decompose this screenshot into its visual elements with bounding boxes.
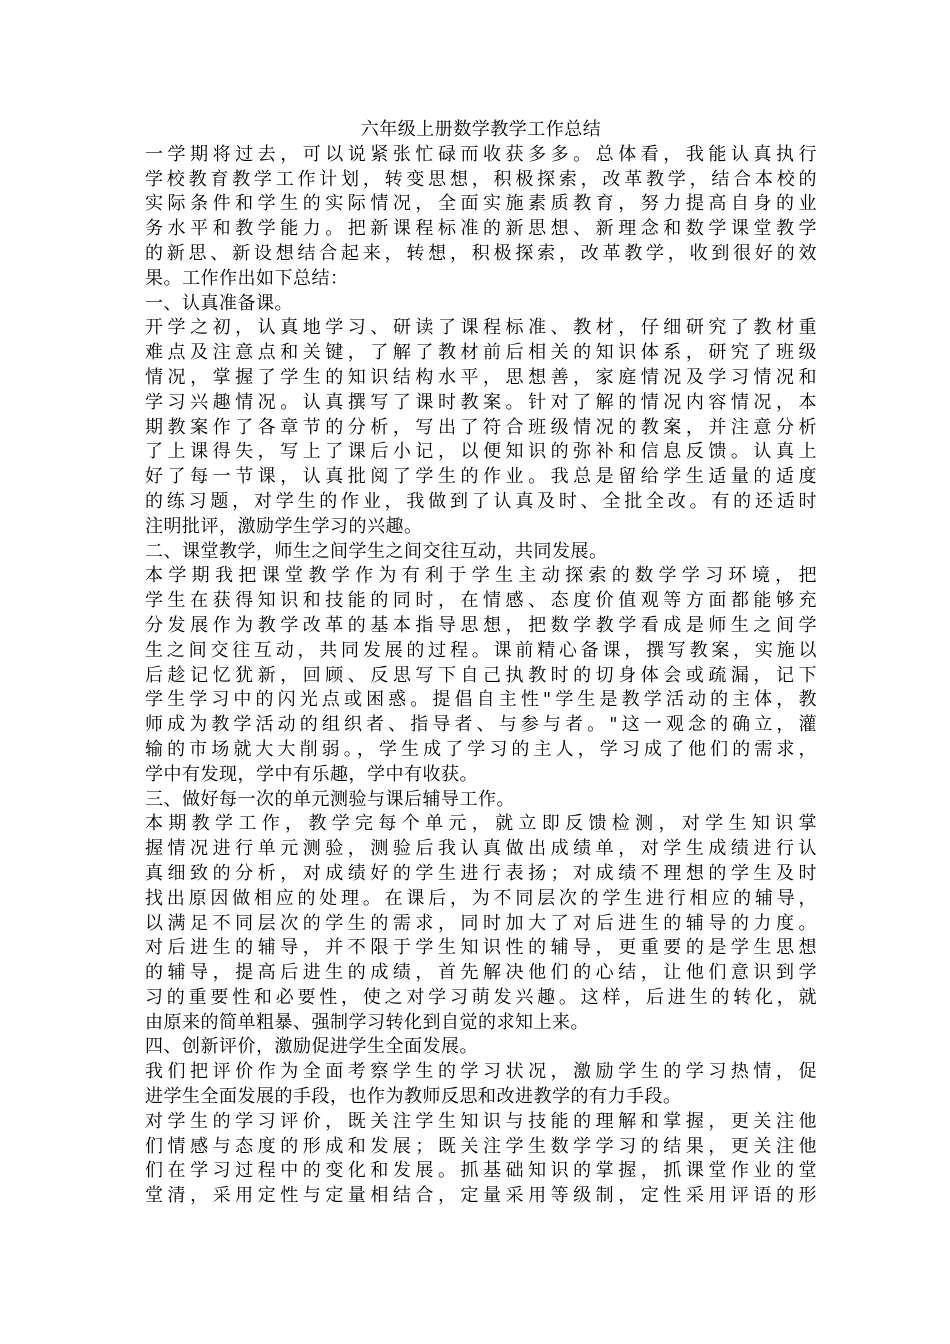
text-line: 师成为教学活动的组织者、指导者、与参与者。"这一观念的确立，灌 (145, 714, 817, 736)
text-line: 的辅导，提高后进生的成绩，首先解决他们的心结，让他们意识到学 (145, 962, 817, 984)
text-line: 学校教育教学工作计划，转变思想，积极探索，改革教学，结合本校的 (145, 168, 817, 190)
text-line: 我们把评价作为全面考察学生的学习状况，激励学生的学习热情，促 (145, 1061, 817, 1083)
document-title: 六年级上册数学教学工作总结 (360, 119, 602, 140)
text-line: 们在学习过程中的变化和发展。抓基础知识的掌握，抓课堂作业的堂 (145, 1160, 817, 1182)
text-line: 本学期我把课堂教学作为有利于学生主动探索的数学学习环境，把 (145, 565, 817, 587)
text-line: 生之间交往互动，共同发展的过程。课前精心备课，撰写教案，实施以 (145, 639, 817, 661)
text-line: 注明批评，激励学生学习的兴趣。 (145, 515, 423, 537)
text-line: 的新思、新设想结合起来，转想，积极探索，改革教学，收到很好的效 (145, 242, 817, 264)
text-line: 的练习题，对学生的作业，我做到了认真及时、全批全改。有的还适时 (145, 490, 817, 512)
text-line: 实际条件和学生的实际情况，全面实施素质教育，努力提高自身的业 (145, 193, 817, 215)
text-line: 们情感与态度的形成和发展；既关注学生数学学习的结果，更关注他 (145, 1135, 817, 1157)
text-line: 堂清，采用定性与定量相结合，定量采用等级制，定性采用评语的形 (145, 1185, 817, 1207)
text-line: 期教案作了各章节的分析，写出了符合班级情况的教案，并注意分析 (145, 416, 817, 438)
text-line: 果。工作作出如下总结： (145, 267, 349, 289)
text-line: 情况，掌握了学生的知识结构水平，思想善，家庭情况及学习情况和 (145, 366, 817, 388)
text-line: 对后进生的辅导，并不限于学生知识性的辅导，更重要的是学生思想 (145, 937, 817, 959)
text-line: 握情况进行单元测验，测验后我认真做出成绩单，对学生成绩进行认 (145, 838, 817, 860)
text-line: 学中有发现，学中有乐趣，学中有收获。 (145, 763, 478, 785)
text-line: 好了每一节课，认真批阅了学生的作业。我总是留给学生适量的适度 (145, 466, 817, 488)
text-line: 由原来的简单粗暴、强制学习转化到自觉的求知上来。 (145, 1011, 589, 1033)
text-line: 一学期将过去，可以说紧张忙碌而收获多多。总体看，我能认真执行 (145, 143, 817, 165)
text-line: 以满足不同层次的学生的需求，同时加大了对后进生的辅导的力度。 (145, 912, 817, 934)
text-line: 学生学习中的闪光点或困惑。提倡自主性"学生是教学活动的主体，教 (145, 689, 817, 711)
text-line: 开学之初，认真地学习、研读了课程标准、教材，仔细研究了教材重 (145, 317, 817, 339)
text-line: 三、做好每一次的单元测验与课后辅导工作。 (145, 788, 515, 810)
text-line: 了上课得失，写上了课后小记，以便知识的弥补和信息反馈。认真上 (145, 441, 817, 463)
text-line: 一、认真准备课。 (145, 292, 293, 314)
text-line: 对学生的学习评价，既关注学生知识与技能的理解和掌握，更关注他 (145, 1110, 817, 1132)
text-line: 本期教学工作，教学完每个单元，就立即反馈检测，对学生知识掌 (145, 813, 817, 835)
text-line: 输的市场就大大削弱。，学生成了学习的主人，学习成了他们的需求， (145, 738, 817, 760)
text-line: 务水平和教学能力。把新课程标准的新思想、新理念和数学课堂教学 (145, 218, 817, 240)
text-line: 分发展作为教学改革的基本指导思想，把数学教学看成是师生之间学 (145, 614, 817, 636)
text-line: 二、课堂教学，师生之间学生之间交往互动，共同发展。 (145, 540, 608, 562)
document-body (145, 143, 817, 1209)
text-line: 四、创新评价，激励促进学生全面发展。 (145, 1036, 478, 1058)
text-line: 找出原因做相应的处理。在课后，为不同层次的学生进行相应的辅导， (145, 887, 817, 909)
text-line: 学习兴趣情况。认真撰写了课时教案。针对了解的情况内容情况，本 (145, 391, 817, 413)
text-line: 习的重要性和必要性，使之对学习萌发兴趣。这样，后进生的转化，就 (145, 986, 817, 1008)
text-line: 学生在获得知识和技能的同时，在情感、态度价值观等方面都能够充 (145, 590, 817, 612)
text-line: 难点及注意点和关键，了解了教材前后相关的知识体系，研究了班级 (145, 342, 817, 364)
document-page (145, 118, 817, 1209)
text-line: 后趁记忆犹新，回顾、反思写下自己执教时的切身体会或疏漏，记下 (145, 664, 817, 686)
text-line: 进学生全面发展的手段，也作为教师反思和改进教学的有力手段。 (145, 1086, 682, 1108)
text-line: 真细致的分析，对成绩好的学生进行表扬；对成绩不理想的学生及时 (145, 862, 817, 884)
